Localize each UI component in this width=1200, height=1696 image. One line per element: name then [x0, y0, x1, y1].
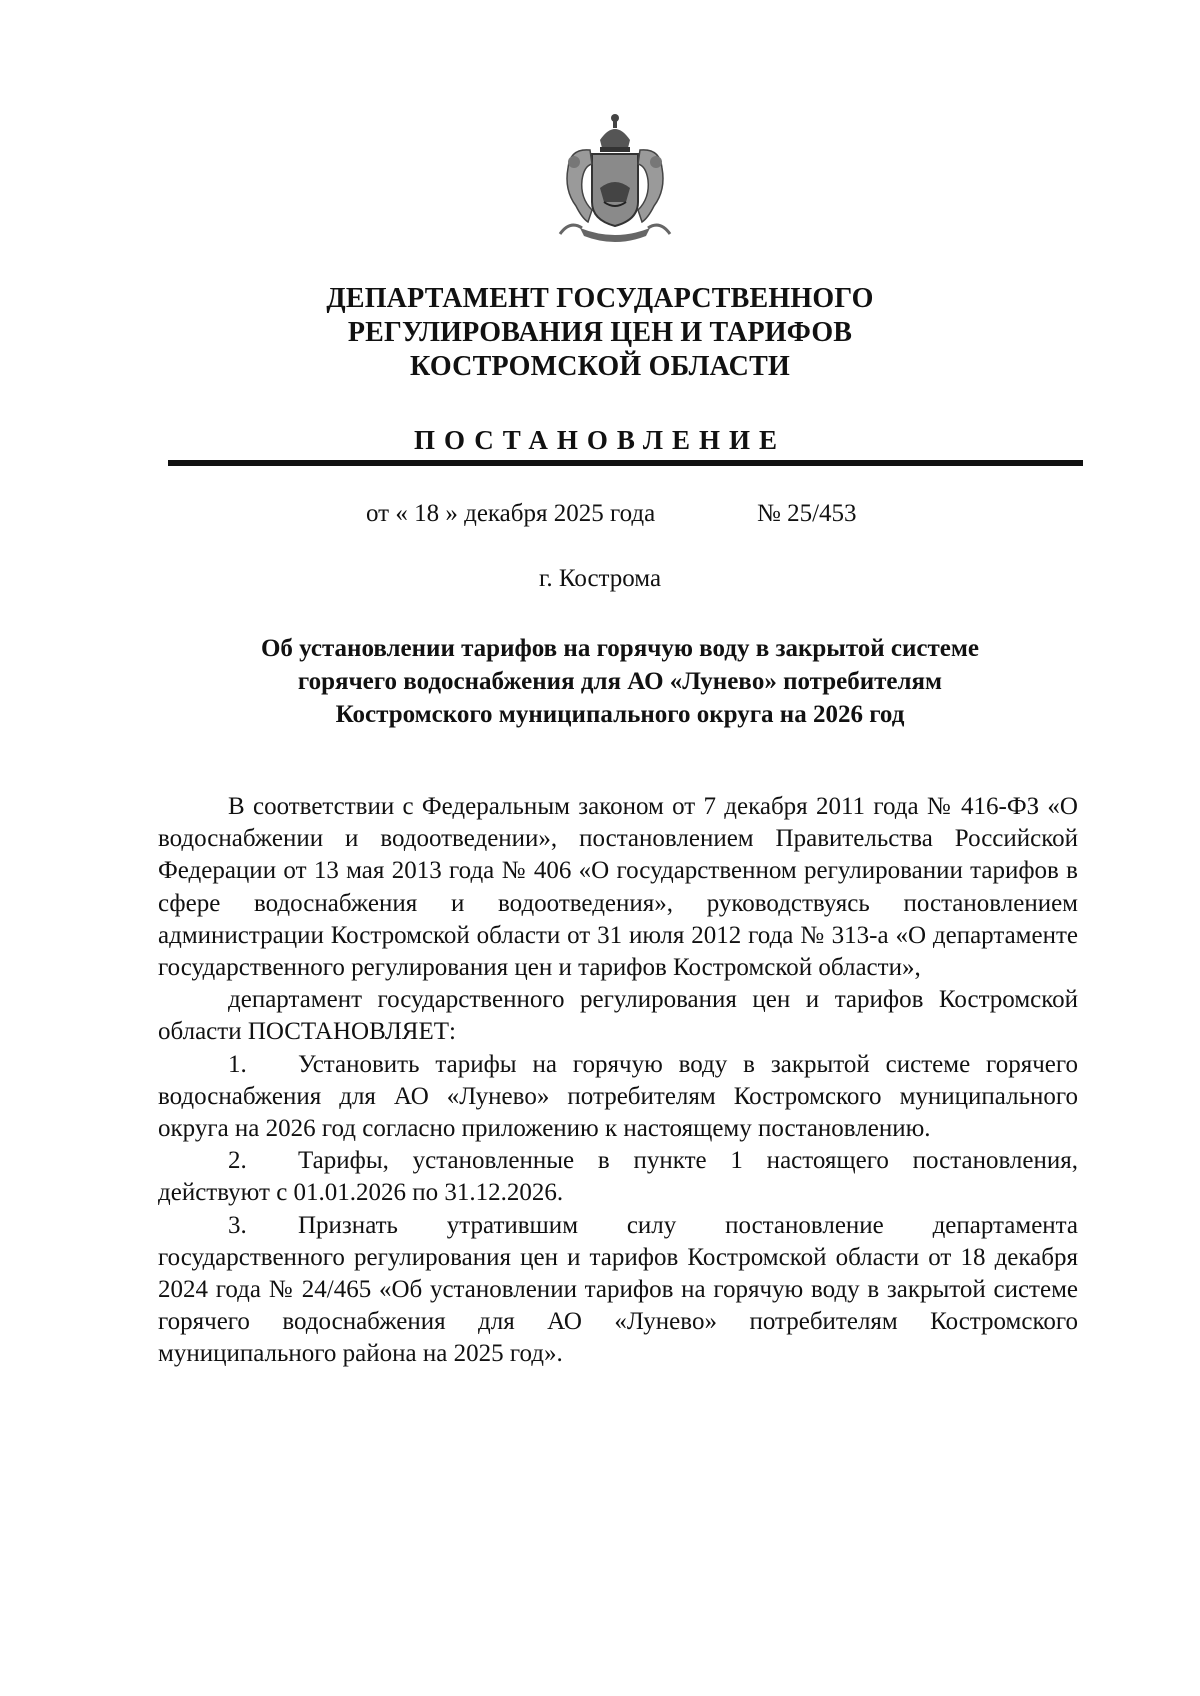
document-type-heading: ПОСТАНОВЛЕНИЕ: [413, 425, 787, 455]
title-line-1: Об установлении тарифов на горячую воду в закрытой системе: [260, 635, 980, 662]
heading-divider: [168, 460, 1083, 466]
title-line-3: Костромского муниципального округа на 2026 год: [335, 701, 905, 728]
department-name: [0, 282, 1200, 384]
title-line-2: горячего водоснабжения для АО «Луневo» потребителям: [297, 668, 943, 695]
item-text: Тарифы, установленные в пункте 1 настоящего постановления, действуют с 01.01.2026 по 31.12.2026.: [158, 1147, 1078, 1207]
item-number: 3.: [228, 1211, 247, 1239]
item-text: Признать утратившим силу постановление департамента государственного регулирования цен и тарифов Костромской области от 18 декабря 2024 года № 24/465 «Об установлении тарифов на горячую воду в закрытой системе горячего водоснабжения для АО «Луневo» потребителям Костромского муниципального района на 2025 год».: [158, 1211, 1078, 1368]
document-city: г. Кострома: [538, 565, 662, 592]
resolves-paragraph: департамент государственного регулирования цен и тарифов Костромской области ПОСТАНОВЛЯЕТ:: [158, 986, 1078, 1046]
coat-of-arms-emblem: [540, 110, 690, 250]
document-date: от « 18 » декабря 2025 года: [366, 500, 656, 527]
preamble-paragraph: В соответствии с Федеральным законом от 7 декабря 2011 года № 416-ФЗ «О водоснабжении и водоотведении», постановлением Правительства Российской Федерации от 13 мая 2013 года № 406 «О государственном регулировании тарифов в сфере водоснабжения и водоотведения», руководствуясь постановлением администрации Костромской области от 31 июля 2012 года № 313-а «О департаменте государственного регулирования цен и тарифов Костромской области»,: [158, 793, 1078, 982]
department-line-3: КОСТРОМСКОЙ ОБЛАСТИ: [410, 351, 790, 382]
document-title: [0, 632, 1200, 731]
list-item: [158, 1210, 1078, 1371]
list-item: [158, 1145, 1078, 1209]
date-number-line: [0, 500, 1200, 532]
item-number: 1.: [228, 1050, 247, 1078]
document-body: [158, 791, 1078, 1371]
item-text: Установить тарифы на горячую воду в закрытой системе горячего водоснабжения для АО «Луневo» потребителям Костромского муниципального округа на 2026 год согласно приложению к настоящему постановлению.: [158, 1050, 1078, 1143]
department-line-2: РЕГУЛИРОВАНИЯ ЦЕН И ТАРИФОВ: [347, 317, 853, 348]
document-number: № 25/453: [757, 500, 857, 527]
item-number: 2.: [228, 1147, 247, 1175]
list-item: [158, 1049, 1078, 1146]
department-line-1: ДЕПАРТАМЕНТ ГОСУДАРСТВЕННОГО: [326, 283, 874, 314]
